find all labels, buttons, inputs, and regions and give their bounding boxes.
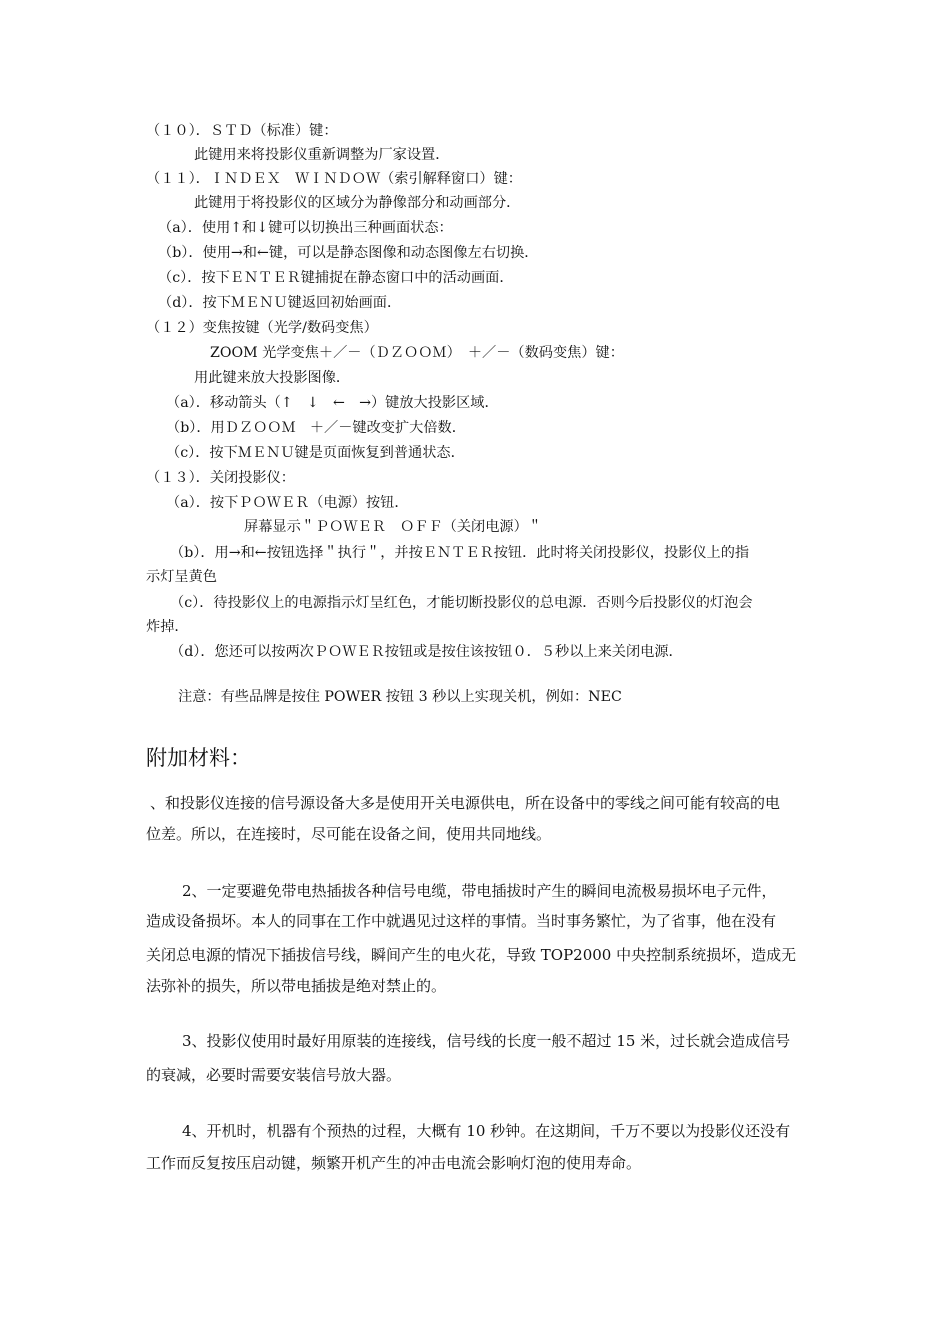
para-2-line-2: 造成设备损坏。本人的同事在工作中就遇见过这样的事情。当时事务繁忙，为了省事，他在没有	[146, 912, 777, 930]
para-2-line-4: 法弥补的损失，所以带电插拔是绝对禁止的。	[146, 977, 447, 995]
item-13-b-cont: 示灯呈黄色	[146, 569, 217, 585]
item-13-a: （a）．按下ＰＯＷＥＲ（电源）按钮．	[166, 495, 409, 511]
item-10-desc: 此键用来将投影仪重新调整为厂家设置．	[194, 147, 450, 163]
item-12-a: （a）．移动箭头（↑ ↓ ← →）键放大投影区域．	[166, 395, 499, 411]
para-1-line-2: 位差。所以，在连接时，尽可能在设备之间，使用共同地线。	[146, 825, 552, 843]
item-12-desc: 用此键来放大投影图像．	[194, 370, 351, 386]
item-13-c: （c）．待投影仪上的电源指示灯呈红色，才能切断投影仪的总电源．否则今后投影仪的灯泡会	[170, 595, 753, 611]
para-4-line-1: 4、开机时，机器有个预热的过程，大概有 10 秒钟。在这期间，千万不要以为投影仪还没有	[182, 1122, 791, 1140]
para-3-line-2: 的衰减，必要时需要安装信号放大器。	[146, 1066, 402, 1084]
item-11-a: （a）．使用↑和↓键可以切换出三种画面状态：	[158, 220, 453, 236]
item-11-c: （c）．按下ＥＮＴＥＲ键捕捉在静态窗口中的活动画面．	[158, 270, 514, 286]
para-3-line-1: 3、投影仪使用时最好用原装的连接线，信号线的长度一般不超过 15 米，过长就会造成信号	[182, 1032, 791, 1050]
section-title: 附加材料：	[146, 746, 251, 770]
item-12-heading: （１２）变焦按键（光学/数码变焦）	[146, 320, 378, 336]
item-12-zoom: ZOOM 光学变焦＋／－（ＤＺＯＯＭ） ＋／－（数码变焦）键：	[210, 345, 624, 361]
item-11-b: （b）．使用→和←键，可以是静态图像和动态图像左右切换．	[158, 245, 539, 261]
item-11-d: （d）．按下ＭＥＮＵ键返回初始画面．	[158, 295, 402, 311]
item-11-desc: 此键用于将投影仪的区域分为静像部分和动画部分．	[194, 195, 521, 211]
item-10-heading: （１０）．ＳＴＤ（标准）键：	[146, 123, 338, 139]
item-11-heading: （１１）．ＩＮＤＥＸ ＷＩＮＤＯＷ（索引解释窗口）键：	[146, 171, 522, 187]
item-13-b: （b）．用→和←按钮选择＂执行＂，并按ＥＮＴＥＲ按钮．此时将关闭投影仪，投影仪上的指	[170, 545, 750, 561]
para-4-line-2: 工作而反复按压启动键，频繁开机产生的冲击电流会影响灯泡的使用寿命。	[146, 1154, 642, 1172]
note: 注意：有些品牌是按住 POWER 按钮 3 秒以上实现关机，例如：NEC	[178, 689, 622, 705]
item-12-c: （c）．按下ＭＥＮＵ键是页面恢复到普通状态．	[166, 445, 465, 461]
para-2-line-3: 关闭总电源的情况下插拔信号线，瞬间产生的电火花，导致 TOP2000 中央控制系统损坏，造成无	[146, 946, 797, 964]
item-13-heading: （１３）．关闭投影仪：	[146, 470, 295, 486]
item-13-c-cont: 炸掉．	[146, 619, 189, 635]
para-1-line-1: 、和投影仪连接的信号源设备大多是使用开关电源供电，所在设备中的零线之间可能有较高的电	[150, 794, 781, 812]
item-12-b: （b）．用ＤＺＯＯＭ ＋／－键改变扩大倍数．	[166, 420, 466, 436]
para-2-line-1: 2、一定要避免带电热插拔各种信号电缆，带电插拔时产生的瞬间电流极易损坏电子元件，	[182, 882, 777, 900]
item-13-a-screen: 屏幕显示＂ＰＯＷＥＲ ＯＦＦ（关闭电源）＂	[244, 519, 542, 535]
item-13-d: （d）．您还可以按两次ＰＯＷＥＲ按钮或是按住该按钮０．５秒以上来关闭电源．	[170, 644, 683, 660]
